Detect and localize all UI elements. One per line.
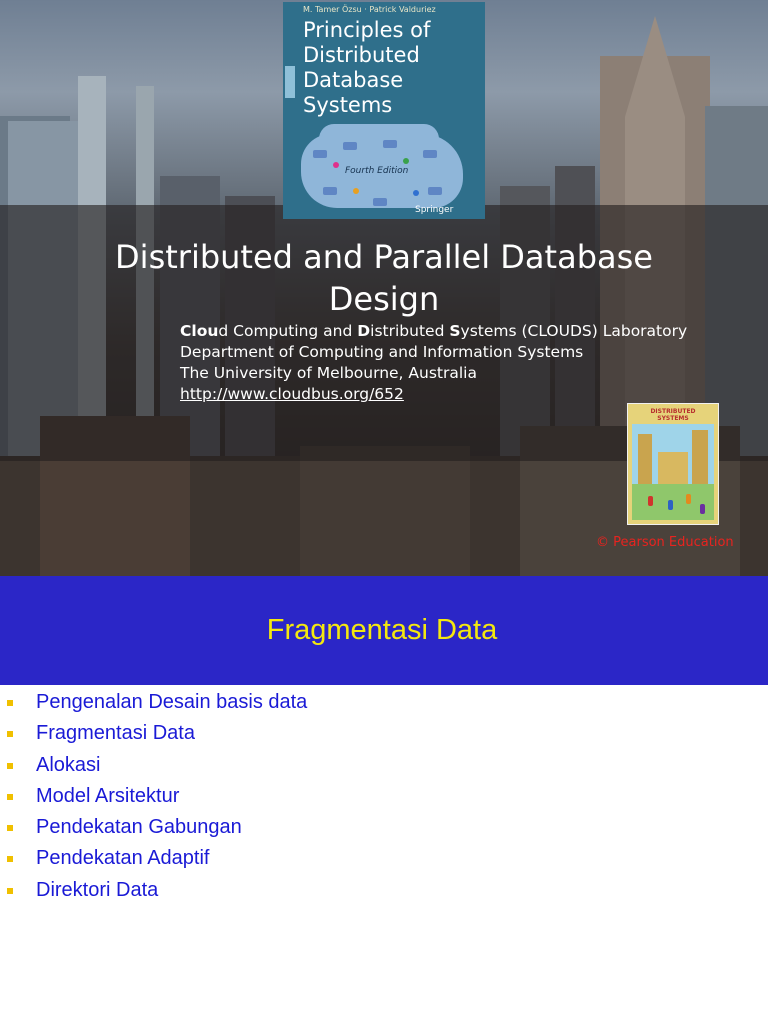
database-node-icon bbox=[423, 150, 437, 158]
university-name: The University of Melbourne, Australia bbox=[180, 364, 477, 382]
node-dot-icon bbox=[333, 162, 339, 168]
database-node-icon bbox=[313, 150, 327, 158]
person-illustration bbox=[700, 504, 705, 514]
book-cover-principles bbox=[283, 2, 485, 219]
node-dot-icon bbox=[353, 188, 359, 194]
database-node-icon bbox=[428, 187, 442, 195]
square-bullet-icon bbox=[7, 794, 13, 800]
slide-title: Distributed and Parallel Database Design bbox=[115, 238, 653, 318]
database-node-icon bbox=[373, 198, 387, 206]
copyright-notice: © Pearson Education bbox=[596, 535, 734, 550]
lab-name: Cloud Computing and Distributed Systems (CLOUDS) Laboratory bbox=[180, 322, 688, 340]
square-bullet-icon bbox=[7, 856, 13, 862]
building-illustration bbox=[692, 430, 708, 486]
square-bullet-icon bbox=[7, 700, 13, 706]
building-illustration bbox=[638, 434, 652, 486]
node-dot-icon bbox=[403, 158, 409, 164]
node-dot-icon bbox=[413, 190, 419, 196]
slide-title: Fragmentasi Data bbox=[266, 614, 498, 646]
database-node-icon bbox=[343, 142, 357, 150]
book-authors: M. Tamer Özsu · Patrick Valduriez bbox=[303, 5, 436, 14]
book-title: DISTRIBUTED SYSTEMS bbox=[650, 408, 696, 422]
cover-illustration bbox=[632, 484, 714, 520]
affiliation-block bbox=[180, 321, 687, 405]
cover-accent-bar bbox=[285, 66, 295, 98]
square-bullet-icon bbox=[7, 763, 13, 769]
square-bullet-icon bbox=[7, 825, 13, 831]
department-name: Department of Computing and Information Systems bbox=[180, 343, 584, 361]
building-illustration bbox=[658, 452, 688, 486]
book-cover-distributed-systems bbox=[627, 403, 719, 525]
person-illustration bbox=[668, 500, 673, 510]
person-illustration bbox=[648, 496, 653, 506]
book-title: Principles of Distributed Database Systems bbox=[303, 18, 431, 117]
database-node-icon bbox=[383, 140, 397, 148]
square-bullet-icon bbox=[7, 888, 13, 894]
book-edition: Fourth Edition bbox=[345, 166, 409, 176]
publisher-logo: Springer bbox=[415, 205, 454, 215]
database-node-icon bbox=[323, 187, 337, 195]
website-link[interactable]: http://www.cloudbus.org/652 bbox=[180, 385, 404, 403]
person-illustration bbox=[686, 494, 691, 504]
square-bullet-icon bbox=[7, 731, 13, 737]
